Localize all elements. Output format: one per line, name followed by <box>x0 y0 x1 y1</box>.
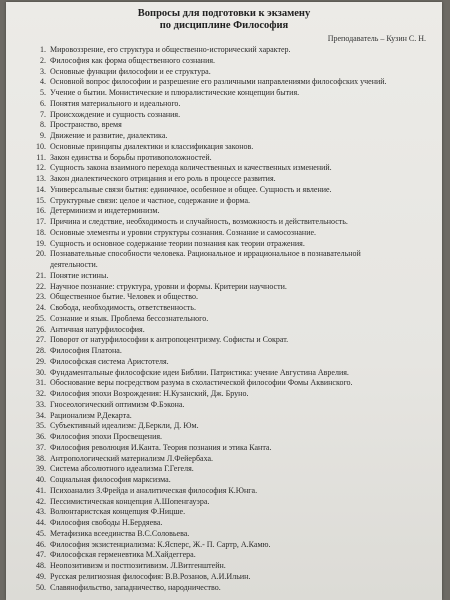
question-text: Неопозитивизм и постпозитивизм. Л.Витгенштейн. <box>50 561 226 570</box>
question-item <box>6 421 442 432</box>
question-text: Рационализм Р.Декарта. <box>50 410 132 420</box>
question-text: Фундаментальные философские идеи Библии. Патристика: учение Августина Аврелия. <box>50 367 349 377</box>
question-text: Философия эпохи Просвещения. <box>50 432 163 441</box>
question-text: Философия Платона. <box>50 346 122 355</box>
question-item <box>6 335 442 346</box>
question-text: Поворот от натурфилософии к антропоцентризму. Софисты и Сократ. <box>50 335 289 345</box>
question-text: Свобода, необходимость, ответственность. <box>50 303 196 312</box>
question-number: 30. <box>36 367 46 377</box>
question-text: Пространство, время <box>50 120 122 130</box>
question-number: 49. <box>36 571 46 581</box>
question-number: 6. <box>40 98 46 108</box>
question-number: 3. <box>40 66 46 76</box>
question-text: Закон диалектического отрицания и его роль в процессе развития. <box>50 174 276 183</box>
question-number: 17. <box>36 217 46 226</box>
question-text: Сознание и язык. Проблема бессознательного. <box>50 313 209 323</box>
question-number: 44. <box>36 518 46 527</box>
question-number: 23. <box>36 292 46 302</box>
question-number: 13. <box>36 174 46 183</box>
question-item <box>6 131 442 142</box>
document-title: Вопросы для подготовки к экзамену <box>137 8 311 19</box>
question-text: Познавательные способности человека. Рациональное и иррациональное в познавательной <box>50 249 361 259</box>
question-number: 18. <box>36 227 46 237</box>
question-number: 24. <box>36 303 46 312</box>
question-item <box>6 45 442 56</box>
question-number: 5. <box>40 88 46 97</box>
question-item <box>6 400 442 411</box>
question-list <box>6 45 442 593</box>
question-item <box>6 314 442 325</box>
question-item <box>6 454 442 465</box>
question-item <box>6 497 442 508</box>
question-item <box>6 540 442 551</box>
question-text: Движение и развитие, диалектика. <box>50 131 168 140</box>
question-number: 28. <box>36 346 46 355</box>
question-number: 2. <box>40 55 46 65</box>
question-text: Волюнтаристская концепция Ф.Ницше. <box>50 507 186 517</box>
question-item <box>6 271 442 282</box>
question-number: 21. <box>36 270 46 280</box>
question-number: 20. <box>36 249 46 259</box>
question-item <box>6 529 442 540</box>
question-item <box>6 67 442 78</box>
question-item <box>6 486 442 497</box>
question-number: 26. <box>36 324 46 334</box>
question-number: 38. <box>36 453 46 463</box>
exam-questions-sheet <box>6 2 442 600</box>
question-text: Философская герменевтика М.Хайдеггера. <box>50 550 196 560</box>
question-item <box>6 77 442 88</box>
question-number: 14. <box>36 184 46 194</box>
question-item <box>6 378 442 389</box>
question-number: 19. <box>36 238 46 248</box>
question-item <box>6 120 442 131</box>
question-item <box>6 56 442 67</box>
question-item <box>6 464 442 475</box>
question-text: Основные функции философии и ее структура. <box>50 66 211 76</box>
question-number: 37. <box>36 442 46 452</box>
question-text: Система абсолютного идеализма Г.Гегеля. <box>50 464 194 474</box>
question-number: 39. <box>36 464 46 474</box>
question-item <box>6 153 442 164</box>
question-number: 11. <box>36 152 46 162</box>
question-item <box>6 163 442 174</box>
question-item <box>6 249 442 260</box>
question-text: Пессимистическая концепция А.Шопенгауэра. <box>50 496 210 506</box>
question-number: 50. <box>36 582 46 592</box>
question-text: Универсальные связи бытия: единичное, особенное и общее. Сущность и явление. <box>50 184 332 194</box>
question-item <box>6 217 442 228</box>
question-item <box>6 411 442 422</box>
question-item <box>6 196 442 207</box>
question-text: Античная натурфилософия. <box>50 324 145 334</box>
question-number: 29. <box>36 356 46 366</box>
question-text: Русская религиозная философия: В.В.Розанов, А.И.Ильин. <box>50 571 251 581</box>
question-text: Философия революция И.Канта. Теория познания и этика Канта. <box>50 442 272 452</box>
question-text: деятельности. <box>50 260 98 269</box>
question-item <box>6 228 442 239</box>
document-subtitle: по дисциплине Философия <box>159 20 289 31</box>
question-item <box>6 282 442 293</box>
question-number: 8. <box>40 120 46 130</box>
question-item <box>6 550 442 561</box>
question-text: Происхождение и сущность сознания. <box>50 109 181 119</box>
question-text: Детерминизм и индетерминизм. <box>50 206 160 216</box>
question-text: Философия эпохи Возрождения: Н.Кузанский, Дж. Бруно. <box>50 389 249 398</box>
question-text: Обоснование веры посредством разума в схоластической философии Фомы Аквинского. <box>50 378 353 388</box>
question-number: 34. <box>36 410 46 420</box>
question-text: Сущность и основное содержание теории познания как теории отражения. <box>50 238 305 248</box>
question-text: Основной вопрос философии и разрешение его различными направлениями философских учений. <box>50 77 387 87</box>
question-item <box>6 346 442 357</box>
question-item <box>6 110 442 121</box>
question-item <box>6 174 442 185</box>
question-text: Общественное бытие. Человек и общество. <box>50 292 199 302</box>
question-number: 27. <box>36 335 46 345</box>
question-text: Гносеологический оптимизм Ф.Бэкона. <box>50 399 185 409</box>
question-item <box>6 142 442 153</box>
question-number: 22. <box>36 281 46 291</box>
question-text: Философия свободы Н.Бердяева. <box>50 518 163 527</box>
question-item <box>6 572 442 583</box>
question-text: Понятие истины. <box>50 270 109 280</box>
question-text: Славянофильство, западничество, народничество. <box>50 582 221 592</box>
question-text: Философия экзистенциализма: К.Ясперс, Ж.- П. Сартр, А.Камю. <box>50 539 271 549</box>
question-item <box>6 260 442 271</box>
question-number: 48. <box>36 561 46 570</box>
question-text: Мировоззрение, его структура и общественно-исторический характер. <box>50 45 291 54</box>
question-text: Понятия материального и идеального. <box>50 98 181 108</box>
teacher-name: Преподаватель – Кузин С. Н. <box>327 34 426 43</box>
question-number: 16. <box>36 206 46 216</box>
question-item <box>6 357 442 368</box>
question-text: Психоанализ З.Фрейда и аналитическая философия К.Юнга. <box>50 485 258 495</box>
question-number: 40. <box>36 475 46 484</box>
question-number: 7. <box>40 109 46 119</box>
question-text: Метафизика всеединства В.С.Соловьева. <box>50 528 190 538</box>
question-text: Субъективный идеализм: Д.Беркли, Д. Юм. <box>50 421 199 431</box>
question-item <box>6 303 442 314</box>
question-item <box>6 88 442 99</box>
question-item <box>6 99 442 110</box>
question-item <box>6 561 442 572</box>
question-text: Социальная философия марксизма. <box>50 475 171 484</box>
question-number: 45. <box>36 528 46 538</box>
question-text: Философия как форма общественного сознания. <box>50 55 216 65</box>
question-item <box>6 518 442 529</box>
question-number: 12. <box>36 163 46 173</box>
question-number: 46. <box>36 539 46 549</box>
question-number: 10. <box>36 141 46 151</box>
question-number: 9. <box>40 131 46 140</box>
question-number: 47. <box>36 550 46 560</box>
question-item <box>6 507 442 518</box>
question-item <box>6 325 442 336</box>
question-text: Основные принципы диалектики и классификация законов. <box>50 141 254 151</box>
question-number: 25. <box>36 313 46 323</box>
question-text: Научное познание: структура, уровни и формы. Критерии научности. <box>50 281 287 291</box>
question-text: Учение о бытии. Монистические и плюралистические концепции бытия. <box>50 88 300 97</box>
question-item <box>6 292 442 303</box>
question-number: 32. <box>36 389 46 398</box>
question-number: 15. <box>36 195 46 205</box>
question-text: Закон единства и борьбы противоположностей. <box>50 152 212 162</box>
question-item <box>6 443 442 454</box>
question-number: 1. <box>40 45 46 54</box>
question-text: Сущность закона взаимного перехода количественных и качественных изменений. <box>50 163 332 173</box>
question-item <box>6 368 442 379</box>
question-text: Антропологический материализм Л.Фейербаха. <box>50 453 214 463</box>
question-text: Структурные связи: целое и частное, содержание и форма. <box>50 195 251 205</box>
question-number: 33. <box>36 399 46 409</box>
question-number: 36. <box>36 432 46 441</box>
question-item <box>6 389 442 400</box>
question-number: 31. <box>36 378 46 388</box>
question-number: 4. <box>40 77 46 87</box>
question-item <box>6 185 442 196</box>
question-number: 41. <box>36 485 46 495</box>
question-text: Философская система Аристотеля. <box>50 356 169 366</box>
question-item <box>6 206 442 217</box>
question-text: Причина и следствие, необходимость и случайность, возможность и действительность. <box>50 217 348 226</box>
question-item <box>6 239 442 250</box>
question-item <box>6 475 442 486</box>
question-number: 42. <box>36 496 46 506</box>
question-item <box>6 583 442 594</box>
question-item <box>6 432 442 443</box>
question-number: 43. <box>36 507 46 517</box>
question-number: 35. <box>36 421 46 431</box>
question-text: Основные элементы и уровни структуры сознания. Сознание и самосознание. <box>50 227 317 237</box>
